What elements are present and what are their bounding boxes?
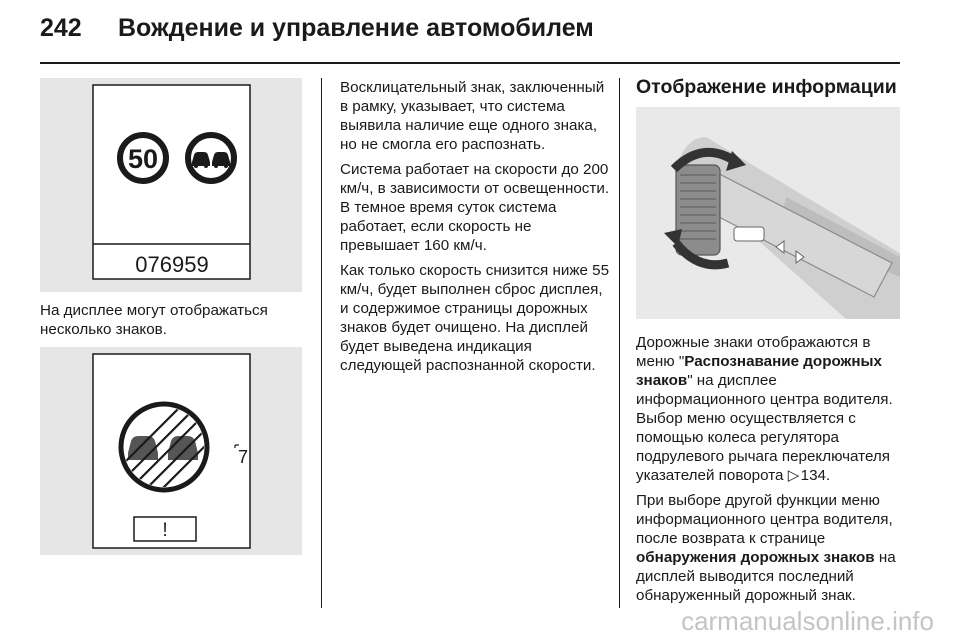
sign-code-text: 076959: [135, 252, 209, 277]
paragraph: [636, 333, 904, 485]
column-3-text: [636, 333, 904, 611]
page-number: 242: [40, 14, 82, 42]
text-run: " на дисплее информационного центра водителя. Выбор меню осуществляется с помощью колеса регулятора подрулевого рычага переключателя указателей поворота: [636, 372, 893, 484]
no-overtaking-sign-icon: [188, 135, 234, 181]
turn-signal-lever-figure: [636, 107, 900, 319]
page-reference[interactable]: 134.: [800, 467, 831, 484]
paragraph: Восклицательный знак, заключенный в рамку, указывает, что система выявила наличие еще одного знака, но не смогла его распознать.: [340, 79, 605, 153]
traffic-sign-display-figure: [40, 78, 302, 292]
paragraph: На дисплее могут отображаться несколько знаков.: [40, 302, 268, 338]
text-run: на дисплей выводится последний обнаруженный дорожный знак.: [636, 549, 896, 604]
paragraph: [636, 491, 904, 605]
text-run: Дорожные знаки отображаются в меню ": [636, 334, 871, 370]
column-2-text: [340, 78, 610, 381]
page-title: Вождение и управление автомобилем: [118, 14, 594, 42]
paragraph: Система работает на скорости до 200 км/ч, в зависимости от освещенности. В темное время суток система работает, если скорость не превышает 160 км/ч.: [340, 161, 610, 254]
end-of-restriction-figure: [40, 347, 302, 555]
text-run: При выборе другой функции меню информационного центра водителя, после возврата к странице: [636, 492, 893, 547]
menu-name: обнаружения дорожных знаков: [636, 549, 875, 566]
column-divider-2: [619, 78, 620, 608]
header-divider: [40, 62, 900, 64]
column-divider-1: [321, 78, 322, 608]
paragraph: Как только скорость снизится ниже 55 км/ч, будет выполнен сброс дисплея, и содержимое страницы дорожных знаков будет очищено. На дисплей будет выведена индикация следующей распознанной скорости.: [340, 262, 610, 374]
watermark: carmanualsonline.info: [681, 606, 934, 636]
side-mark-text: 7: [237, 447, 249, 467]
menu-name: Распознавание дорожных знаков: [636, 353, 882, 389]
arrow-reference-icon: ▷: [787, 467, 801, 484]
speed-limit-sign-icon: [120, 135, 166, 181]
section-heading: Отображение информации: [636, 76, 897, 98]
column-1-text: [40, 301, 310, 345]
speed-limit-value: 50: [127, 144, 159, 174]
unrecognized-sign-mark: !: [162, 520, 168, 541]
